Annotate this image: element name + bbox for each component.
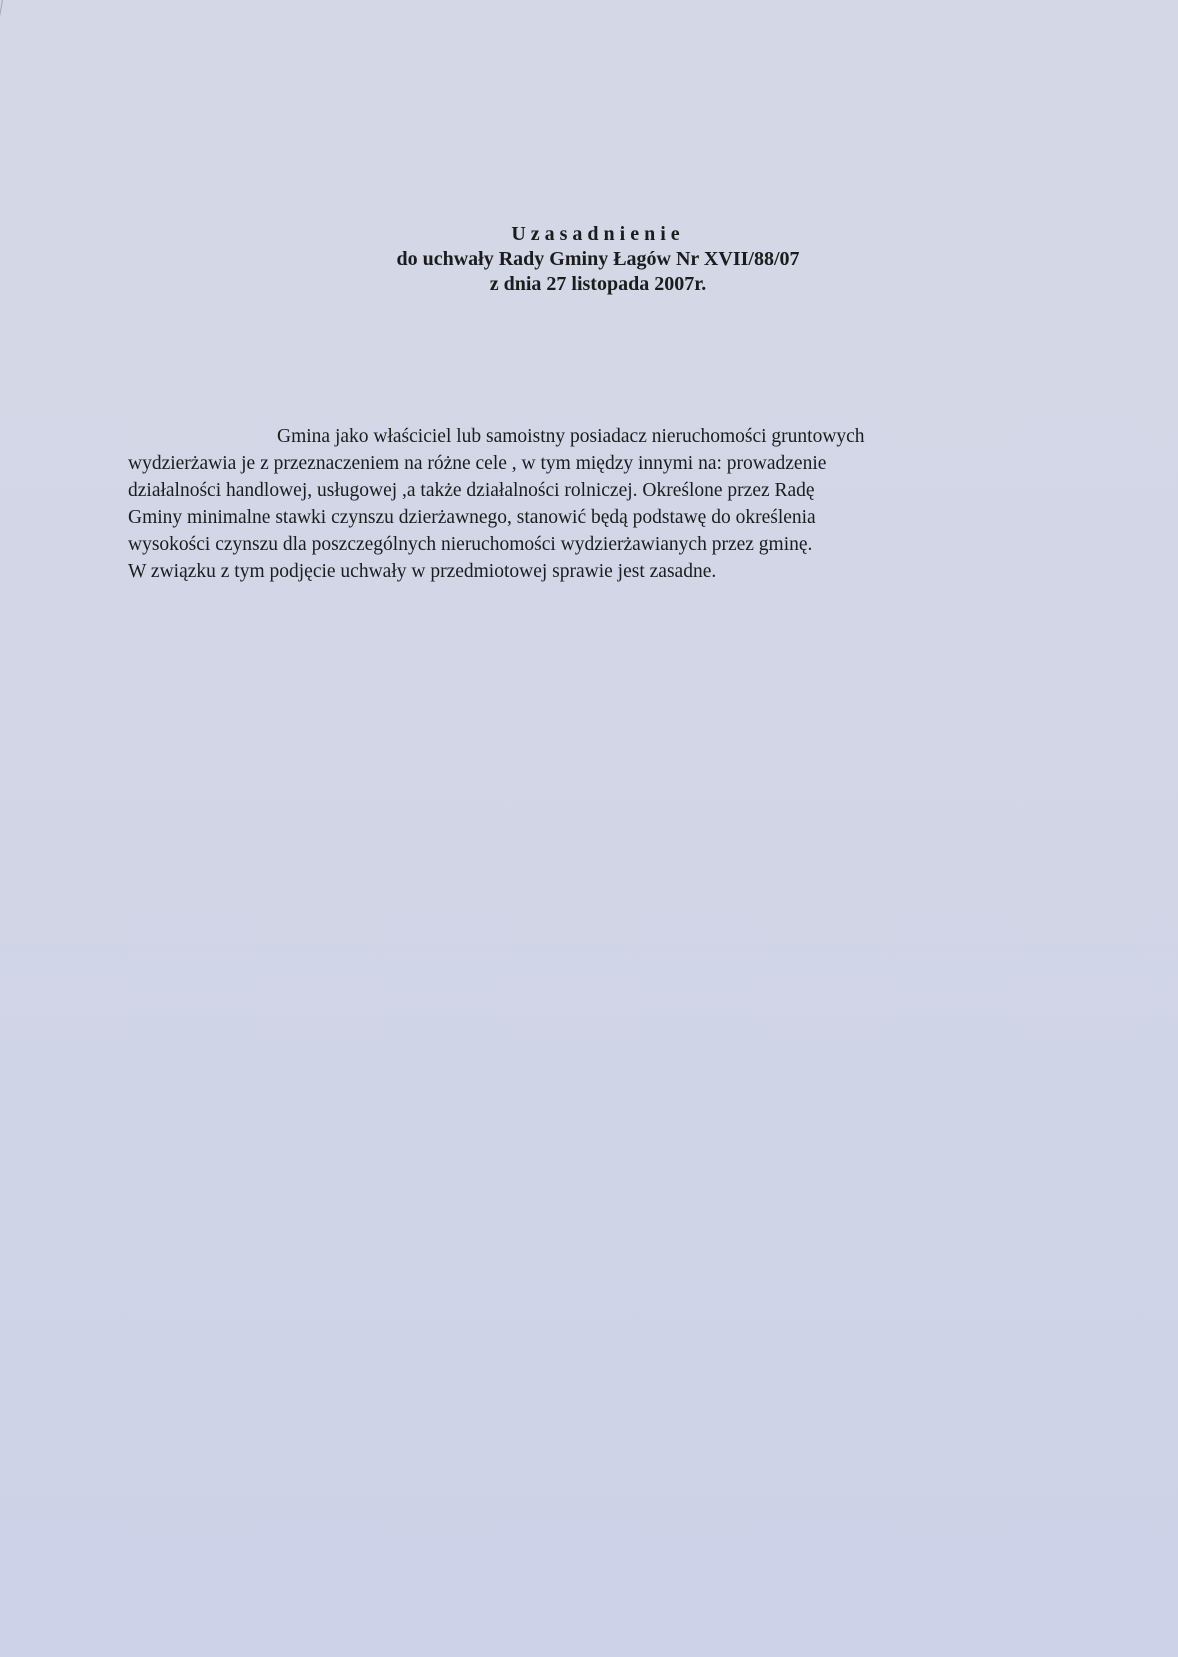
paragraph-line: działalności handlowej, usługowej ,a także działalności rolniczej. Określone przez Radę xyxy=(128,480,815,501)
paragraph-line: Gmina jako właściciel lub samoistny posiadacz nieruchomości gruntowych xyxy=(277,426,865,447)
document-heading xyxy=(0,222,1178,297)
paragraph-line: wydzierżawia je z przeznaczeniem na różne cele , w tym między innymi na: prowadzenie xyxy=(128,453,827,474)
justification-paragraph xyxy=(128,423,1048,585)
heading-date: z dnia 27 listopada 2007r. xyxy=(489,273,707,295)
heading-title: Uzasadnienie xyxy=(511,223,685,245)
paragraph-line: wysokości czynszu dla poszczególnych nieruchomości wydzierżawianych przez gminę. xyxy=(128,534,813,555)
heading-subtitle: do uchwały Rady Gminy Łagów Nr XVII/88/07 xyxy=(396,248,800,270)
paragraph-line: Gminy minimalne stawki czynszu dzierżawnego, stanowić będą podstawę do określenia xyxy=(128,507,816,528)
paragraph-line: W związku z tym podjęcie uchwały w przedmiotowej sprawie jest zasadne. xyxy=(128,561,717,582)
scan-edge-mark xyxy=(0,0,17,80)
